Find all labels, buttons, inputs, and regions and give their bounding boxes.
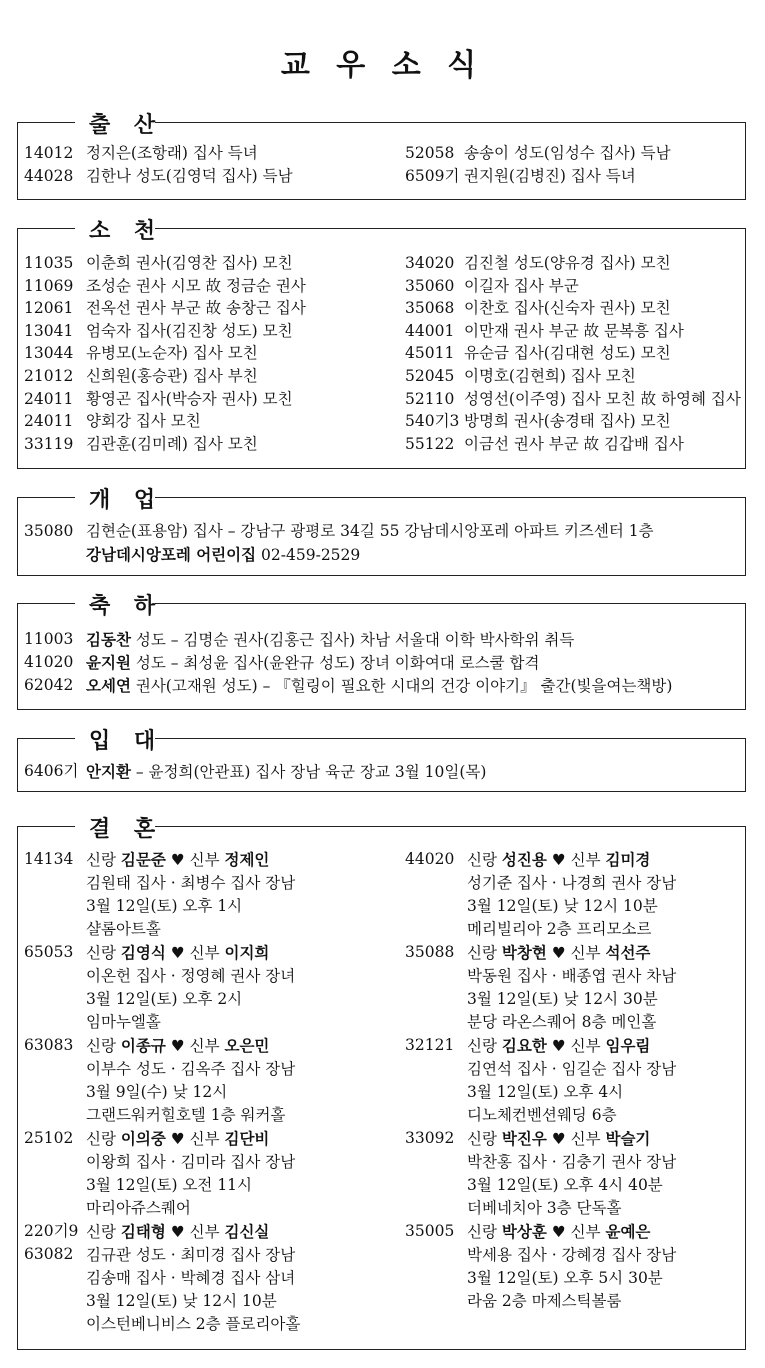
couple-line: 신랑 박상훈 ♥ 신부 윤예은 [467, 1222, 651, 1241]
wedding-detail: 분당 라온스퀘어 8층 메인홀 [467, 1013, 657, 1031]
wedding-detail: 성기준 집사 · 나경희 권사 장남 [467, 874, 677, 892]
wedding-detail: 메리빌리아 2층 프리모소르 [467, 920, 652, 938]
wedding-detail: 박찬홍 집사 · 김충기 권사 장남 [467, 1153, 677, 1171]
heart-icon: ♥ [170, 944, 185, 962]
wedding-detail: 디노체컨벤션웨딩 6층 [467, 1106, 617, 1124]
list-item: 21012 신희원(홍승관) 집사 부친 52045 이명호(김현희) 집사 모친 [24, 366, 636, 385]
wedding-detail: 라움 2층 마제스틱볼룸 [467, 1292, 622, 1310]
list-item: 62042 오세연 권사(고재원 성도) – 『힐링이 필요한 시대의 건강 이야기』 출간(빛을여는책방) [24, 676, 673, 695]
wedding-detail: 3월 12일(토) 오후 5시 30분 [467, 1269, 663, 1287]
couple-line: 신랑 이의중 ♥ 신부 김단비 [86, 1129, 270, 1148]
enlist-section [17, 724, 746, 792]
list-item: 35080 김현순(표용암) 집사 – 강남구 광평로 34길 55 강남데시앙포레 아파트 키즈센터 1층 [24, 522, 654, 540]
wedding-detail: 더베네치아 3층 단독홀 [467, 1199, 622, 1217]
list-item: 12061 전옥선 권사 부군 故 송창근 집사 35068 이찬호 집사(신숙자 권사) 모친 [24, 299, 671, 318]
wedding-detail: 박동원 집사 · 배종엽 권사 차남 [467, 967, 677, 985]
death-heading: 소 천 [89, 218, 164, 244]
member-code: 35088 [405, 943, 455, 961]
member-code: 63083 [24, 1036, 74, 1054]
list-item: 11035 이춘희 권사(김영찬 집사) 모친 34020 김진철 성도(양유경 집사) 모친 [24, 254, 671, 272]
birth-section [17, 108, 746, 200]
heart-icon: ♥ [551, 1130, 566, 1148]
list-item: 44028 김한나 성도(김영덕 집사) 득남 6509기 권지원(김병진) 집사 득녀 [24, 167, 636, 185]
list-item: 6406기 안지환 – 윤정희(안관표) 집사 장남 육군 장교 3월 10일(목) [24, 762, 487, 781]
wedding-detail: 이스턴베니비스 2층 플로리아홀 [86, 1315, 301, 1333]
heart-icon: ♥ [551, 851, 566, 869]
list-item: 11069 조성순 권사 시모 故 정금순 권사 35060 이길자 집사 부군 [24, 276, 579, 295]
member-code: 32121 [405, 1036, 455, 1054]
list-item: 24011 양회강 집사 모친 540기3 방명희 권사(송경태 집사) 모친 [24, 412, 671, 431]
page-title: 교 우 소 식 [280, 48, 485, 83]
wedding-detail: 임마누엘홀 [86, 1013, 161, 1031]
heart-icon: ♥ [170, 1130, 185, 1148]
member-code: 220기9 [24, 1222, 79, 1240]
heart-icon: ♥ [170, 851, 185, 869]
couple-line: 신랑 박진우 ♥ 신부 박슬기 [467, 1129, 651, 1148]
heart-icon: ♥ [551, 1223, 566, 1241]
member-code: 35005 [405, 1222, 455, 1240]
wedding-detail: 샬롬아트홀 [86, 920, 161, 938]
couple-line: 신랑 김문준 ♥ 신부 정제인 [86, 850, 270, 869]
member-code: 63082 [24, 1245, 74, 1263]
wedding-detail: 3월 12일(토) 오후 2시 [86, 990, 243, 1008]
wedding-detail: 김규관 성도 · 최미경 집사 장남 [86, 1246, 296, 1264]
wedding-detail: 김원태 집사 · 최병수 집사 장남 [86, 874, 296, 892]
wedding-detail: 이부수 성도 · 김옥주 집사 장남 [86, 1060, 296, 1078]
congrats-heading: 축 하 [89, 593, 164, 619]
couple-line: 신랑 성진용 ♥ 신부 김미경 [467, 850, 651, 869]
heart-icon: ♥ [551, 1037, 566, 1055]
opening-heading: 개 업 [89, 487, 164, 513]
list-item: 14012 정지은(조항래) 집사 득녀 52058 송송이 성도(임성수 집사) 득남 [24, 144, 671, 162]
couple-line: 신랑 이종규 ♥ 신부 오은민 [86, 1036, 270, 1055]
list-item: 강남데시앙포레 어린이집 02-459-2529 [86, 545, 361, 564]
list-item: 41020 윤지원 성도 – 최성윤 집사(윤완규 성도) 장녀 이화여대 로스쿨 합격 [24, 653, 540, 672]
wedding-detail: 3월 12일(토) 낮 12시 30분 [467, 990, 658, 1008]
wedding-detail: 3월 12일(토) 오후 4시 40분 [467, 1176, 663, 1194]
list-item: 13041 엄숙자 집사(김진창 성도) 모친 44001 이만재 권사 부군 故 문복흥 집사 [24, 321, 684, 340]
wedding-detail: 이온헌 집사 · 정영혜 권사 장녀 [86, 967, 296, 985]
congrats-section [17, 589, 746, 710]
wedding-detail: 3월 12일(토) 낮 12시 10분 [86, 1292, 277, 1310]
wedding-detail: 박세용 집사 · 강혜경 집사 장남 [467, 1246, 677, 1264]
wedding-detail: 3월 12일(토) 오후 4시 [467, 1083, 624, 1101]
wedding-heading: 결 혼 [89, 816, 164, 842]
heart-icon: ♥ [170, 1223, 185, 1241]
wedding-section [17, 812, 746, 1350]
wedding-detail: 이왕희 집사 · 김미라 집사 장남 [86, 1153, 296, 1171]
enlist-heading: 입 대 [89, 728, 164, 754]
wedding-detail: 3월 12일(토) 오전 11시 [86, 1176, 253, 1194]
heart-icon: ♥ [551, 944, 566, 962]
wedding-detail: 김송매 집사 · 박혜경 집사 삼녀 [86, 1269, 296, 1287]
member-code: 44020 [405, 850, 455, 868]
wedding-detail: 3월 12일(토) 오후 1시 [86, 897, 243, 915]
opening-section [17, 483, 746, 576]
couple-line: 신랑 박창현 ♥ 신부 석선주 [467, 943, 651, 962]
member-code: 14134 [24, 850, 74, 868]
wedding-detail: 김연석 집사 · 임길순 집사 장남 [467, 1060, 677, 1078]
wedding-detail: 3월 12일(토) 낮 12시 10분 [467, 897, 658, 915]
wedding-detail: 3월 9일(수) 낮 12시 [86, 1083, 228, 1101]
heart-icon: ♥ [170, 1037, 185, 1055]
member-code: 25102 [24, 1129, 74, 1147]
death-section [17, 214, 746, 469]
birth-heading: 출 산 [89, 112, 164, 138]
couple-line: 신랑 김영식 ♥ 신부 이지희 [86, 943, 270, 962]
wedding-detail: 그랜드워커힐호텔 1층 워커홀 [86, 1106, 286, 1124]
list-item: 33119 김관훈(김미례) 집사 모친 55122 이금선 권사 부군 故 김갑배 집사 [24, 434, 684, 453]
couple-line: 신랑 김태형 ♥ 신부 김신실 [86, 1222, 270, 1241]
list-item: 11003 김동찬 성도 – 김명순 권사(김홍근 집사) 차남 서울대 이학 박사학위 취득 [24, 630, 575, 649]
member-code: 33092 [405, 1129, 455, 1147]
list-item: 13044 유병모(노순자) 집사 모친 45011 유순금 집사(김대현 성도) 모친 [24, 344, 671, 363]
member-code: 65053 [24, 943, 74, 961]
wedding-detail: 마리아쥬스퀘어 [86, 1199, 191, 1217]
couple-line: 신랑 김요한 ♥ 신부 임우림 [467, 1036, 651, 1055]
list-item: 24011 황영곤 집사(박승자 권사) 모친 52110 성영선(이주영) 집사 모친 故 하영혜 집사 [24, 389, 741, 408]
